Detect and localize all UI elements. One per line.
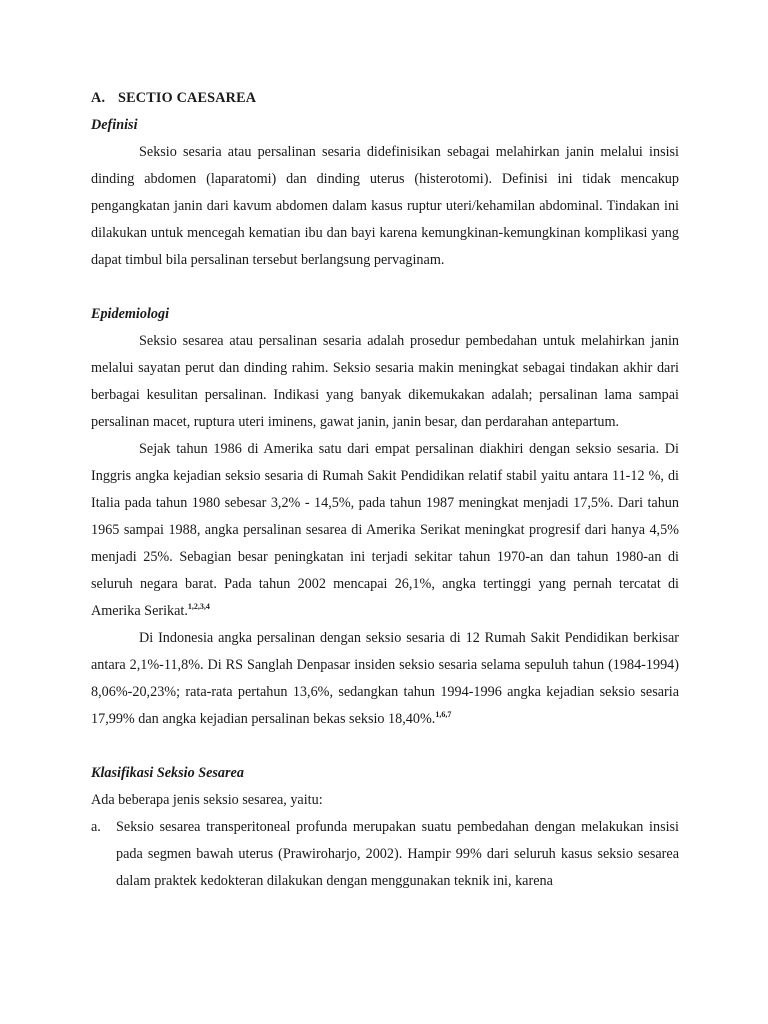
list-marker: a. bbox=[91, 819, 101, 835]
definisi-heading: Definisi bbox=[91, 117, 138, 133]
document-page bbox=[91, 85, 679, 895]
section-title: SECTIO CAESAREA bbox=[118, 90, 257, 106]
section-heading bbox=[91, 85, 679, 112]
definisi-paragraph: Seksio sesaria atau persalinan sesaria didefinisikan sebagai melahirkan janin melalui insisi dinding abdomen (laparatomi) dan dinding uterus (histerotomi). Definisi ini tidak mencakup pengangkatan janin dari kavum abdomen dalam kasus ruptur uteri/kehamilan abdominal. Tindakan ini dilakukan untuk mencegah kematian ibu dan bayi karena kemungkinan-kemungkinan komplikasi yang dapat timbul bila persalinan tersebut berlangsung pervaginam. bbox=[91, 144, 679, 268]
klasifikasi-heading: Klasifikasi Seksio Sesarea bbox=[91, 765, 244, 781]
epidemiologi-paragraph-1: Seksio sesarea atau persalinan sesaria adalah prosedur pembedahan untuk melahirkan janin melalui sayatan perut dan dinding rahim. Seksio sesaria makin meningkat sebagai tindakan akhir dari berbagai kesulitan persalinan. Indikasi yang banyak dikemukakan adalah; persalinan lama sampai persalinan macet, ruptura uteri iminens, gawat janin, janin besar, dan perdarahan antepartum. bbox=[91, 333, 679, 430]
epidemiologi-paragraph-3-text: Di Indonesia angka persalinan dengan seksio sesaria di 12 Rumah Sakit Pendidikan berkisar antara 2,1%-11,8%. Di RS Sanglah Denpasar insiden seksio sesaria selama sepuluh tahun (1984-1994) 8,06%-20,23%; rata-rata pertahun 13,6%, sedangkan tahun 1994-1996 angka kejadian seksio sesaria 17,99% dan angka kejadian persalinan bekas seksio 18,40%. bbox=[91, 630, 679, 727]
epidemiologi-paragraph-3 bbox=[91, 625, 679, 733]
epidemiologi-heading: Epidemiologi bbox=[91, 306, 170, 322]
citation-ref: 1,6,7 bbox=[435, 710, 452, 719]
epidemiologi-paragraph-2-text: Sejak tahun 1986 di Amerika satu dari empat persalinan diakhiri dengan seksio sesaria. Di Inggris angka kejadian seksio sesaria di Rumah Sakit Pendidikan relatif stabil yaitu antara 11-12 %, di Italia pada tahun 1980 sebesar 3,2% - 14,5%, pada tahun 1987 meningkat menjadi 17,5%. Dari tahun 1965 sampai 1988, angka persalinan sesarea di Amerika Serikat meningkat progresif dari hanya 4,5% menjadi 25%. Sebagian besar peningkatan ini terjadi sekitar tahun 1970-an dan tahun 1980-an di seluruh negara barat. Pada tahun 2002 mencapai 26,1%, angka tertinggi yang pernah tercatat di Amerika Serikat. bbox=[91, 441, 679, 619]
list-item-text: Seksio sesarea transperitoneal profunda merupakan suatu pembedahan dengan melakukan insisi pada segmen bawah uterus (Prawiroharjo, 2002). Hampir 99% dari seluruh kasus seksio sesarea dalam praktek kedokteran dilakukan dengan menggunakan teknik ini, karena bbox=[116, 819, 679, 889]
section-number: A. bbox=[91, 90, 106, 106]
citation-ref: 1,2,3,4 bbox=[187, 602, 210, 611]
list-item bbox=[91, 814, 679, 895]
spacer bbox=[91, 733, 679, 760]
klasifikasi-intro: Ada beberapa jenis seksio sesarea, yaitu: bbox=[91, 792, 323, 808]
spacer bbox=[91, 274, 679, 301]
epidemiologi-paragraph-2 bbox=[91, 436, 679, 625]
